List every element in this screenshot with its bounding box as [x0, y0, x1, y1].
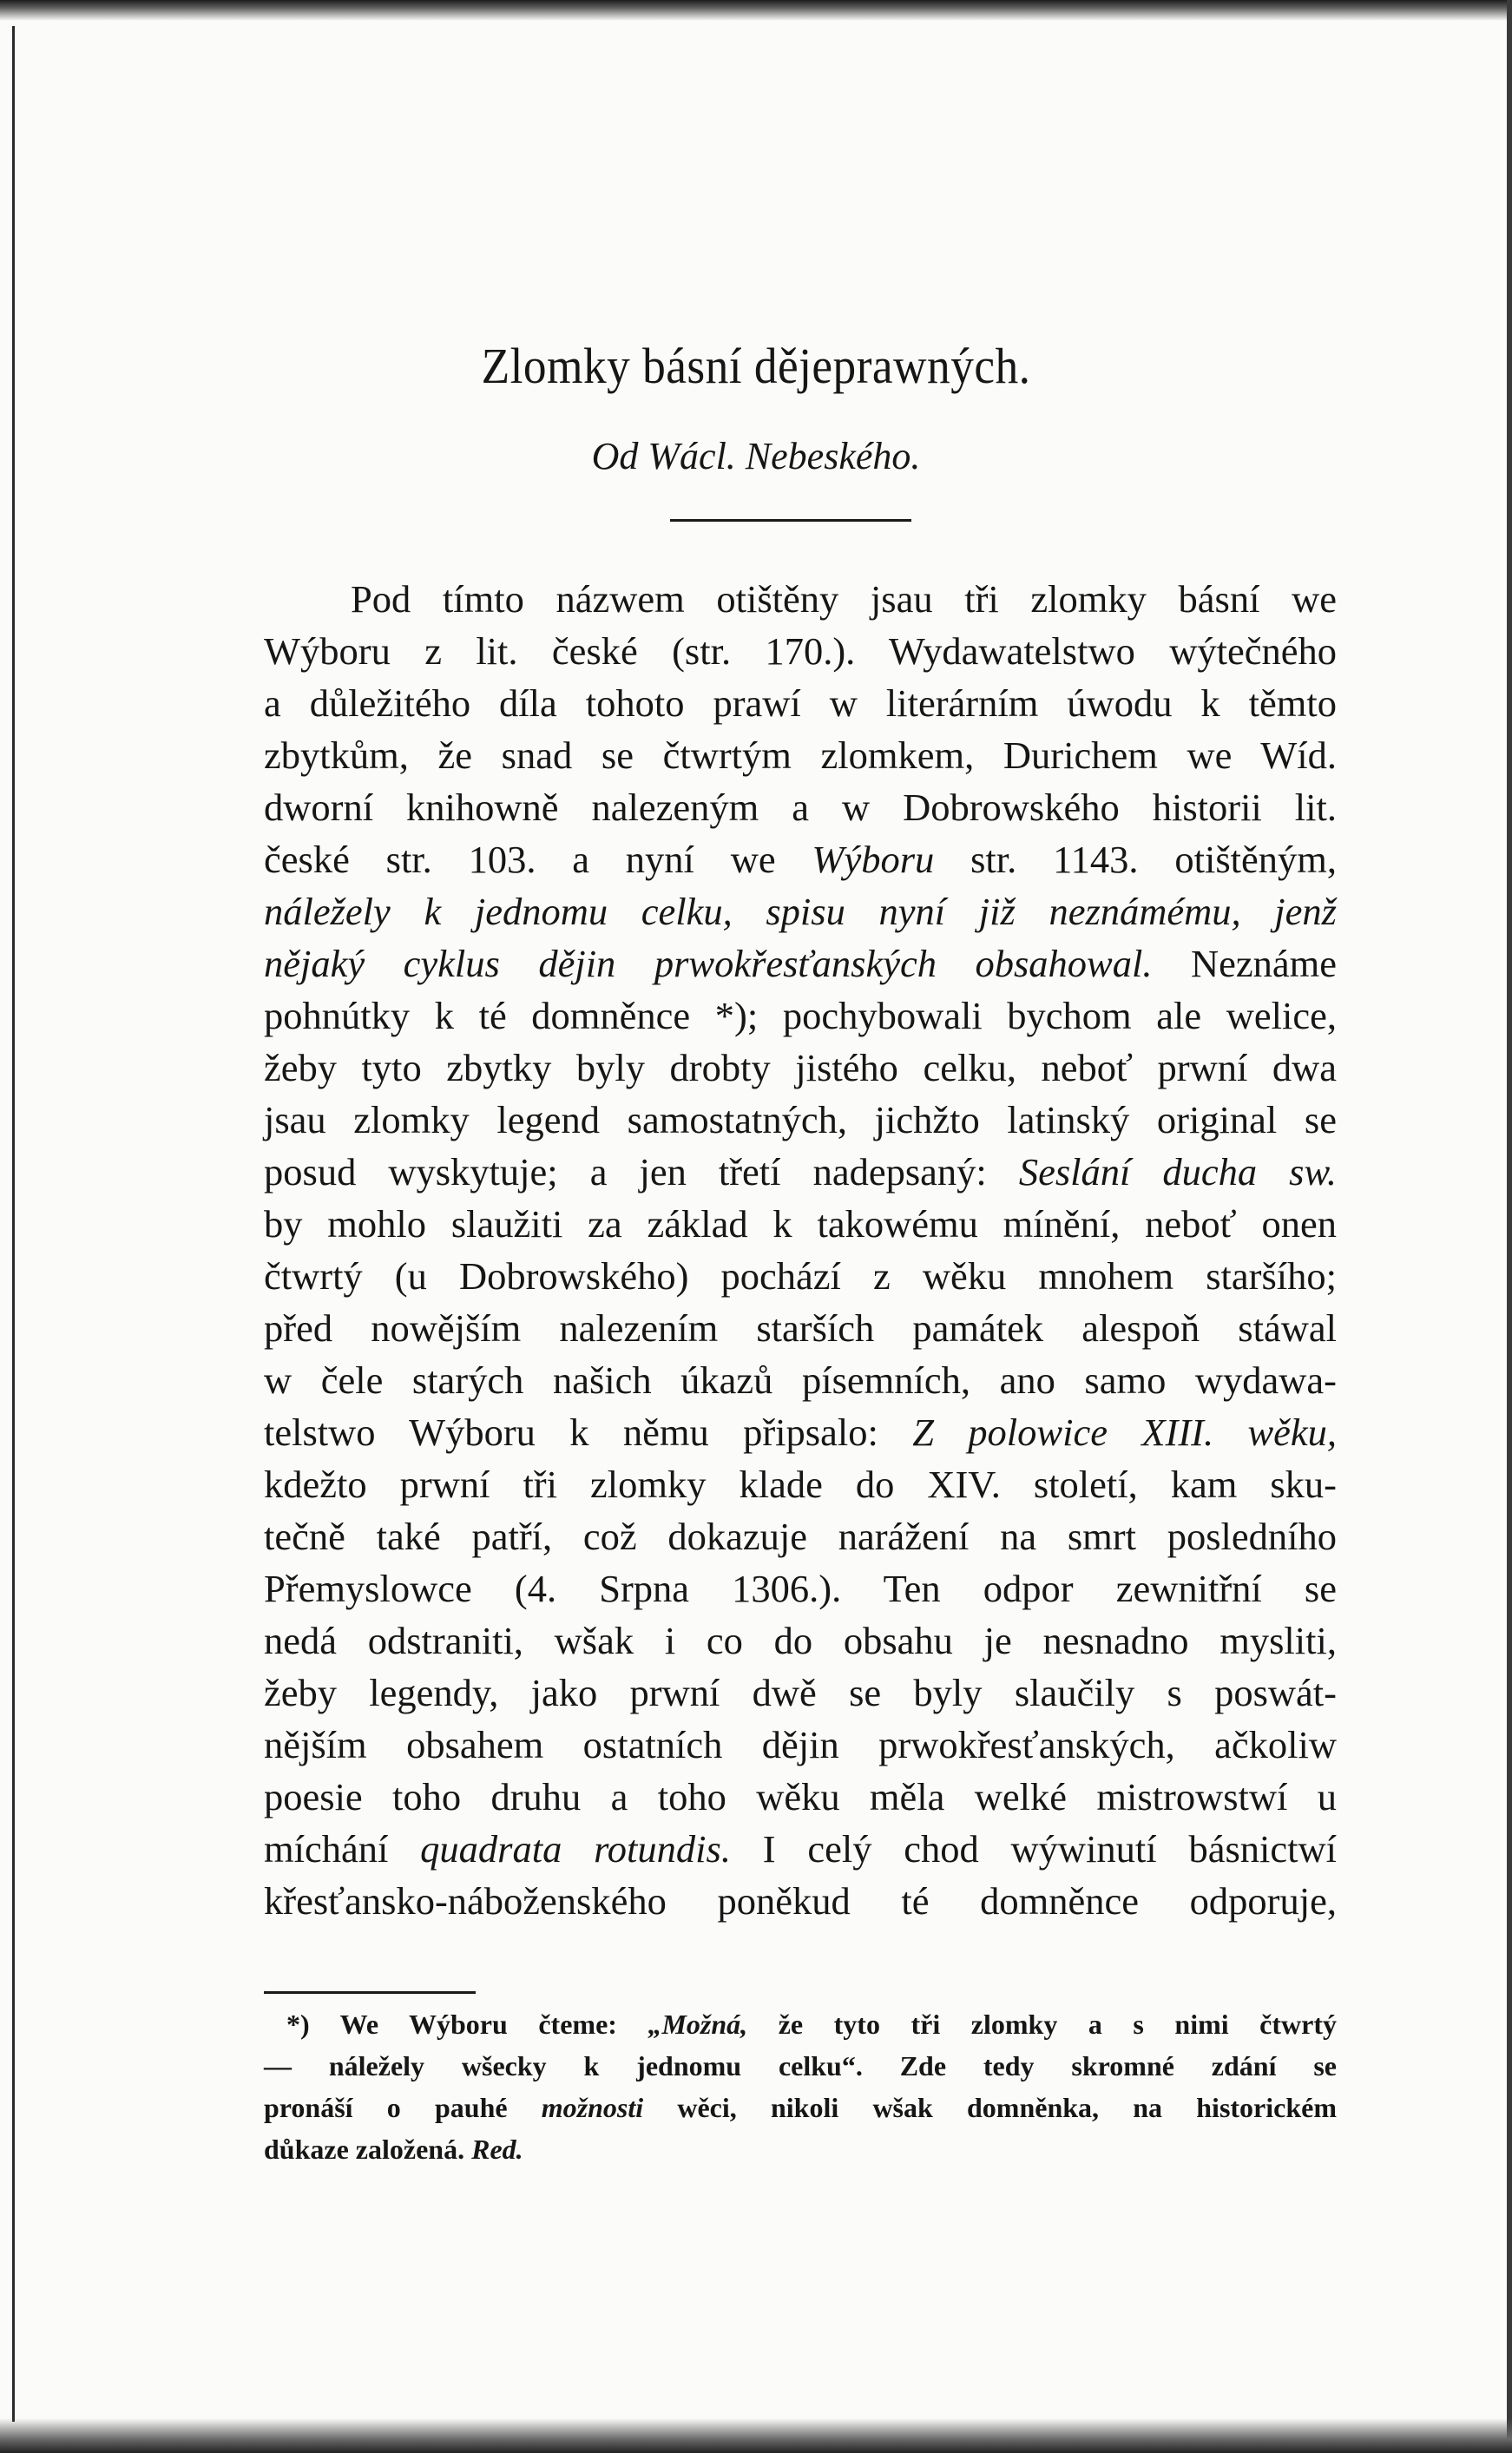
body-text: dworní knihowně nalezeným a w Dobrowského historii lit.	[264, 786, 1337, 829]
body-text: křesťansko-náboženského poněkud té domněnce odporuje,	[264, 1879, 1337, 1923]
body-line	[264, 1667, 1337, 1719]
body-text: zbytkům, že snad se čtwrtým zlomkem, Durichem we Wíd.	[264, 733, 1337, 777]
body-text: nedá odstraniti, wšak i co do obsahu je nesnadno mysliti,	[264, 1619, 1337, 1662]
footnote-divider	[264, 1991, 476, 1994]
body-text: Přemyslowce (4. Srpna 1306.). Ten odpor zewnitřní se	[264, 1567, 1337, 1610]
title-divider	[670, 519, 911, 522]
body-line	[264, 1406, 1337, 1458]
body-line	[264, 677, 1337, 729]
body-line	[264, 1510, 1337, 1562]
body-line	[264, 1562, 1337, 1615]
body-text: žeby legendy, jako prwní dwě se byly slaučily s poswát-	[264, 1671, 1337, 1714]
body-line	[264, 1458, 1337, 1510]
body-line	[264, 1094, 1337, 1146]
body-line	[264, 937, 1337, 990]
body-line	[264, 833, 1337, 885]
body-text: poesie toho druhu a toho wěku měla welké mistrowstwí u	[264, 1775, 1337, 1818]
footnote-italic: možnosti	[541, 2092, 644, 2123]
body-line	[264, 1042, 1337, 1094]
body-text: žeby tyto zbytky byly drobty jistého celku, neboť prwní dwa	[264, 1046, 1337, 1089]
body-text: Neznáme	[1152, 942, 1337, 985]
footnote-text: pronáší o pauhé	[264, 2092, 542, 2123]
body-italic: nějaký cyklus dějin prwokřesťanských obsahowal.	[264, 942, 1153, 985]
body-line	[264, 625, 1337, 677]
footnote-text: wěci, nikoli wšak domněnka, na historickém	[643, 2092, 1338, 2123]
body-line	[264, 1198, 1337, 1250]
body-line	[264, 729, 1337, 781]
scan-edge-bottom	[0, 2418, 1512, 2453]
author-byline: Od Wácl. Nebeského.	[591, 435, 921, 477]
footnote-line	[264, 2045, 1337, 2087]
body-text: I celý chod wýwinutí básnictwí	[730, 1827, 1337, 1871]
body-italic: Wýboru	[812, 838, 935, 881]
body-text: pohnútky k té domněnce *); pochybowali bychom ale welice,	[264, 994, 1337, 1037]
body-line	[264, 1250, 1337, 1302]
page-title: Zlomky básní dějeprawných.	[481, 338, 1031, 394]
body-text: čtwrtý (u Dobrowského) pochází z wěku mnohem staršího;	[264, 1254, 1337, 1298]
body-text: české str. 103. a nyní we	[264, 838, 812, 881]
body-line	[264, 990, 1337, 1042]
body-text: Wýboru z lit. české (str. 170.). Wydawatelstwo wýtečného	[264, 629, 1337, 673]
footnote-line	[286, 2003, 1337, 2045]
body-text: str. 1143. otištěným,	[934, 838, 1337, 881]
body-line	[264, 1875, 1337, 1927]
body-line	[351, 573, 1337, 625]
footnote-text: *) We Wýboru čteme:	[286, 2009, 648, 2040]
footnote-italic: „Možná,	[648, 2009, 748, 2040]
body-line	[264, 1302, 1337, 1354]
body-italic: náležely k jednomu celku, spisu nyní již neznámému, jenž	[264, 890, 1337, 933]
footnote-italic: Red.	[471, 2134, 523, 2165]
body-text: míchání	[264, 1827, 421, 1871]
body-line	[264, 1719, 1337, 1771]
body-line	[264, 1354, 1337, 1406]
body-text: jsau zlomky legend samostatných, jichžto latinský original se	[264, 1098, 1337, 1141]
body-text: kdežto prwní tři zlomky klade do XIV. století, kam sku-	[264, 1463, 1337, 1506]
body-text: před nowějším nalezením starších památek alespoň stáwal	[264, 1306, 1337, 1350]
body-text: a důležitého díla tohoto prawí w literárním úwodu k těmto	[264, 681, 1337, 725]
body-text: nějším obsahem ostatních dějin prwokřesťanských, ačkoliw	[264, 1723, 1337, 1766]
body-text: telstwo Wýboru k němu připsalo:	[264, 1411, 913, 1454]
body-line	[264, 781, 1337, 833]
body-italic: Z polowice XIII. wěku,	[912, 1411, 1338, 1454]
footnote-line	[264, 2087, 1337, 2128]
body-text: posud wyskytuje; a jen třetí nadepsaný:	[264, 1150, 1019, 1194]
body-text: by mohlo slaužiti za základ k takowému mínění, neboť onen	[264, 1202, 1337, 1246]
body-text: w čele starých našich úkazů písemních, ano samo wydawa-	[264, 1358, 1337, 1402]
footnote-text: že tyto tři zlomky a s nimi čtwrtý	[747, 2009, 1338, 2040]
body-line	[264, 1823, 1337, 1875]
footnote-text: důkaze založená.	[264, 2134, 472, 2165]
scan-edge-right	[1507, 0, 1512, 2453]
body-line	[264, 1771, 1337, 1823]
scan-edge-top	[0, 0, 1512, 21]
body-text: tečně také patří, což dokazuje narážení na smrt posledního	[264, 1515, 1337, 1558]
body-line	[264, 1615, 1337, 1667]
body-line	[264, 1146, 1337, 1198]
footnote-line	[264, 2128, 523, 2170]
body-italic: quadrata rotundis.	[420, 1827, 731, 1871]
scan-edge-left	[12, 26, 15, 2422]
body-line	[264, 885, 1337, 937]
body-text: Pod tímto názwem otištěny jsau tři zlomky básní we	[351, 577, 1337, 621]
footnote-text: — náležely wšecky k jednomu celku“. Zde tedy skromné zdání se	[264, 2050, 1337, 2081]
body-italic: Seslání ducha sw.	[1018, 1150, 1338, 1194]
